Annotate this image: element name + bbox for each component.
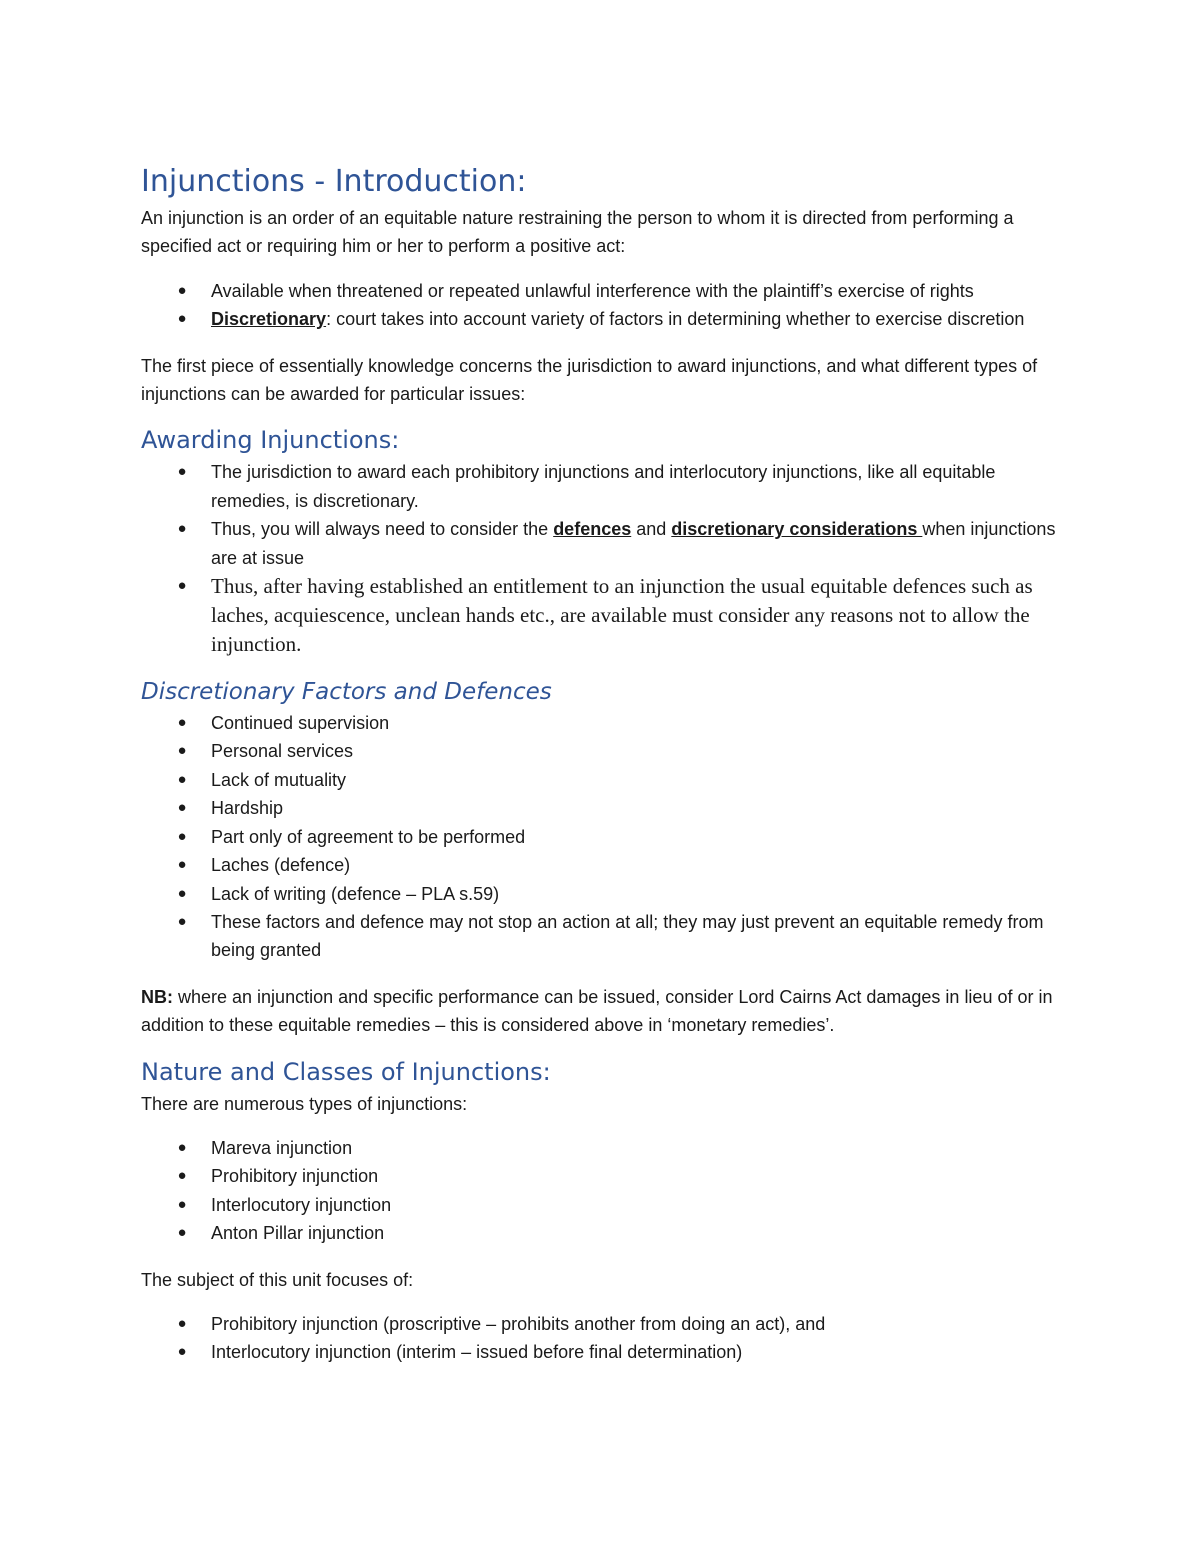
list-item: ● Mareva injunction bbox=[141, 1134, 1056, 1162]
list-item: ● Prohibitory injunction bbox=[141, 1162, 1056, 1190]
bullet-icon: ● bbox=[177, 770, 187, 788]
awarding-heading: Awarding Injunctions: bbox=[141, 426, 400, 455]
list-item: ● These factors and defence may not stop an action at all; they may just prevent an equitable remedy from being granted bbox=[141, 908, 1056, 965]
bullet-icon: ● bbox=[177, 856, 187, 874]
bullet-icon: ● bbox=[177, 884, 187, 902]
classes-bullet-list bbox=[141, 1134, 1056, 1248]
nb-paragraph: NB: where an injunction and specific performance can be issued, consider Lord Cairns Act damages in lieu of or in addition to these equitable remedies – this is considered above in ‘monetary remedies’. bbox=[141, 986, 1053, 1036]
focus-intro: The subject of this unit focuses of: bbox=[141, 1269, 414, 1290]
bullet-icon: ● bbox=[177, 520, 187, 538]
intro-paragraph: An injunction is an order of an equitable nature restraining the person to whom it is directed from performing a specified act or requiring him or her to perform a positive act: bbox=[141, 208, 1014, 257]
intro-paragraph-2: The first piece of essentially knowledge concerns the jurisdiction to award injunctions, and what different types of injunctions can be awarded for particular issues: bbox=[141, 355, 1038, 405]
intro-heading: Injunctions - Introduction: bbox=[141, 164, 527, 199]
list-item: ● Laches (defence) bbox=[141, 851, 1056, 879]
discretionary-term: Discretionary bbox=[211, 309, 327, 330]
list-item: ● Part only of agreement to be performed bbox=[141, 823, 1056, 851]
list-item: ● Interlocutory injunction (interim – issued before final determination) bbox=[141, 1338, 1056, 1366]
list-item: ● The jurisdiction to award each prohibitory injunctions and interlocutory injunctions, like all equitable remedies, is discretionary. bbox=[141, 458, 1056, 515]
list-item: ● Prohibitory injunction (proscriptive – prohibits another from doing an act), and bbox=[141, 1310, 1056, 1338]
intro-bullet-list bbox=[141, 277, 1056, 334]
list-item: ● Interlocutory injunction bbox=[141, 1191, 1056, 1219]
bullet-icon: ● bbox=[177, 281, 187, 299]
bullet-icon: ● bbox=[177, 1138, 187, 1156]
nb-label: NB: bbox=[141, 986, 173, 1007]
bullet-icon: ● bbox=[177, 1314, 187, 1332]
focus-bullet-list bbox=[141, 1310, 1056, 1367]
list-item: ● Lack of mutuality bbox=[141, 766, 1056, 794]
bullet-icon: ● bbox=[177, 912, 187, 930]
bullet-icon: ● bbox=[177, 1195, 187, 1213]
bullet-icon: ● bbox=[177, 1167, 187, 1185]
defences-term: defences bbox=[553, 519, 632, 540]
bullet-icon: ● bbox=[177, 714, 187, 732]
document-content bbox=[141, 160, 1056, 1367]
bullet-icon: ● bbox=[177, 827, 187, 845]
list-item: ● Thus, you will always need to consider the defences and discretionary considerations when injunctions are at issue bbox=[141, 515, 1056, 572]
awarding-bullet-list bbox=[141, 458, 1056, 659]
bullet-icon: ● bbox=[177, 799, 187, 817]
list-item: ● Discretionary: court takes into account variety of factors in determining whether to exercise discretion bbox=[141, 305, 1056, 333]
factors-bullet-list bbox=[141, 709, 1056, 965]
bullet-icon: ● bbox=[177, 310, 187, 328]
bullet-icon: ● bbox=[177, 742, 187, 760]
list-item: ● Hardship bbox=[141, 794, 1056, 822]
list-item: ● Personal services bbox=[141, 737, 1056, 765]
factors-heading: Discretionary Factors and Defences bbox=[141, 679, 552, 706]
bullet-icon: ● bbox=[177, 578, 187, 595]
list-item: ● Available when threatened or repeated unlawful interference with the plaintiff’s exercise of rights bbox=[141, 277, 1056, 305]
list-item: ● Anton Pillar injunction bbox=[141, 1219, 1056, 1247]
bullet-icon: ● bbox=[177, 1224, 187, 1242]
list-item: ● Continued supervision bbox=[141, 709, 1056, 737]
discretionary-considerations-term: discretionary considerations bbox=[671, 519, 923, 540]
list-item: ● Thus, after having established an entitlement to an injunction the usual equitable defences such as laches, acquiescence, unclean hands etc., are available must consider any reasons not to allow the injunction. bbox=[141, 572, 1056, 659]
bullet-icon: ● bbox=[177, 1343, 187, 1361]
list-item: ● Lack of writing (defence – PLA s.59) bbox=[141, 880, 1056, 908]
classes-intro: There are numerous types of injunctions: bbox=[141, 1093, 468, 1114]
bullet-icon: ● bbox=[177, 463, 187, 481]
classes-heading: Nature and Classes of Injunctions: bbox=[141, 1057, 551, 1086]
